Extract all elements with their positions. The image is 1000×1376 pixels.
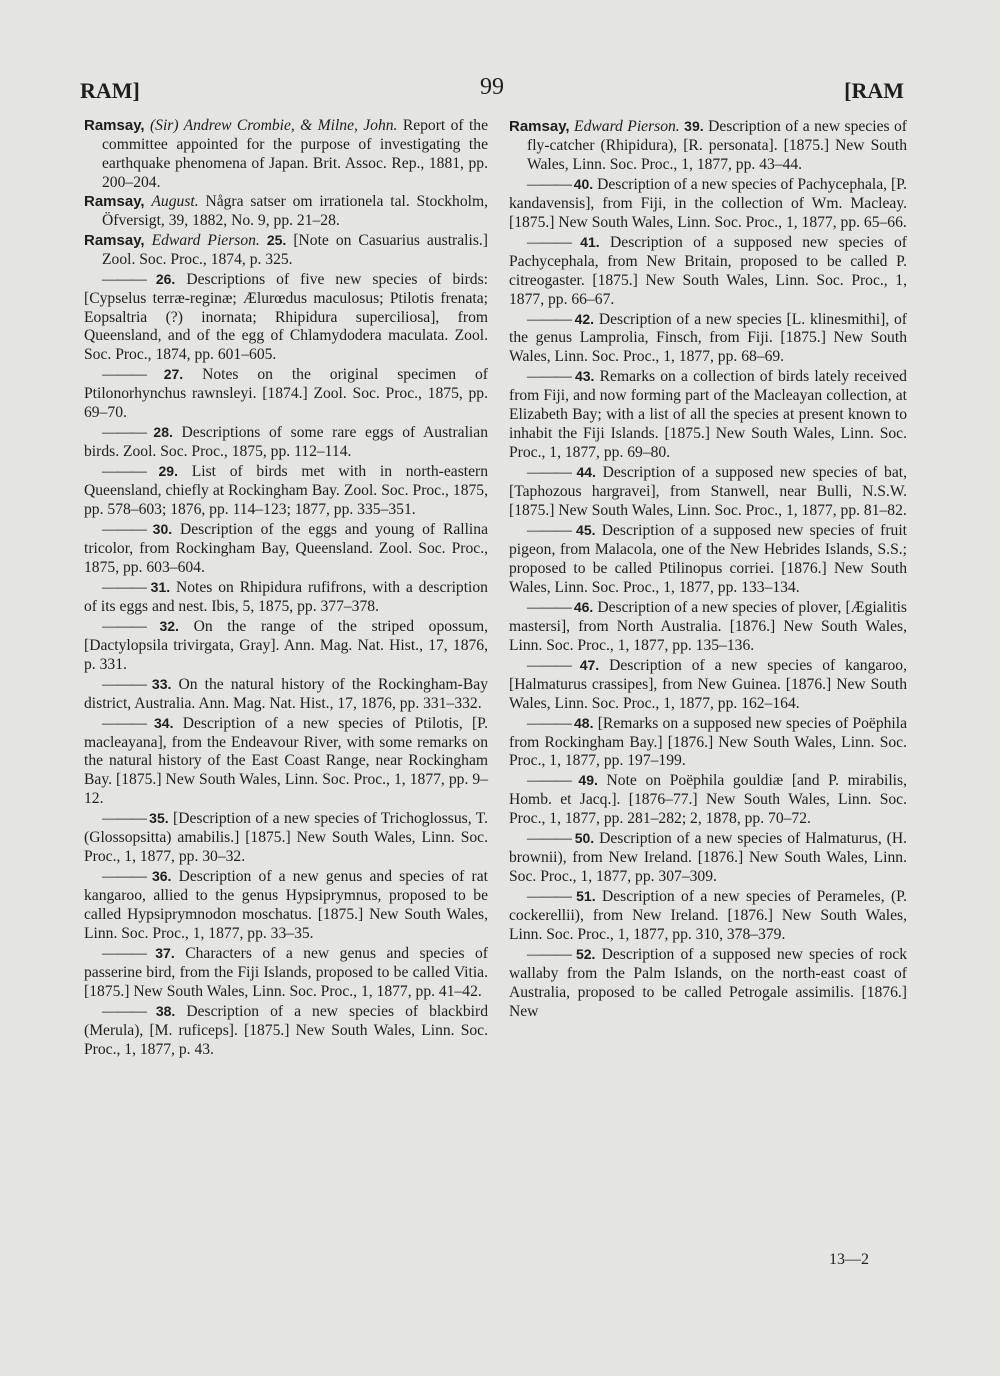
entry-number: 38. bbox=[155, 1002, 176, 1019]
bibliography-entry bbox=[509, 117, 907, 175]
entry-number: 33. bbox=[151, 675, 172, 692]
entry-number: 27. bbox=[163, 366, 184, 383]
right-column bbox=[509, 117, 907, 1022]
running-header bbox=[80, 74, 904, 104]
entry-text: Description of a new species of blackbird (Merula), [M. ruficeps]. [1875.] New South Wales, Linn. Soc. Proc., 1, 1877, p. 43. bbox=[84, 1002, 488, 1058]
entry-text: Description of a new species [L. klinesmithi], of the genus Lamprolia, Finsch, from Fiji. [1875.] New South Wales, Linn. Soc. Proc., 1, 1877, pp. 68–69. bbox=[509, 310, 908, 366]
entry-text: On the range of the striped opossum, [Dactylopsila trivirgata, Gray]. Ann. Mag. Nat. Hist., 17, 1876, p. 331. bbox=[84, 617, 489, 673]
ditto-dash: ——— bbox=[527, 598, 574, 616]
ditto-dash: ——— bbox=[102, 868, 152, 886]
entry-text: Characters of a new genus and species of passerine bird, from the Fiji Islands, proposed to be called Vitia. [1875.] New South Wales, Linn. Soc. Proc., 1, 1877, pp. 41–42. bbox=[84, 944, 489, 1000]
entry-number: 35. bbox=[149, 810, 169, 827]
entry-text: Description of the eggs and young of Rallina tricolor, from Rockingham Bay, Queensland. Zool. Soc. Proc., 1875, pp. 603–604. bbox=[84, 521, 488, 576]
bibliography-entry bbox=[509, 829, 907, 887]
bibliography-entry bbox=[509, 887, 907, 945]
entry-number: 36. bbox=[151, 868, 172, 885]
entry-text: On the natural history of the Rockingham-Bay district, Australia. Ann. Mag. Nat. Hist., 17, 1876, pp. 331–332. bbox=[84, 675, 488, 712]
ditto-dash: ——— bbox=[102, 944, 156, 962]
entry-text: [Note on Casuarius australis.] Zool. Soc. Proc., 1874, p. 325. bbox=[102, 231, 488, 268]
entry-number: 25. bbox=[266, 231, 287, 248]
entry-text: Descriptions of some rare eggs of Australian birds. Zool. Soc. Proc., 1875, pp. 112–114. bbox=[84, 424, 488, 461]
bibliography-entry bbox=[509, 656, 907, 714]
entry-text: Description of a new species of Halmaturus, (H. brownii), from New Ireland. [1876.] New South Wales, Linn. Soc. Proc., 1, 1877, pp. 307–309. bbox=[509, 830, 907, 886]
ditto-dash: ——— bbox=[102, 810, 150, 828]
entry-number: 28. bbox=[153, 424, 173, 441]
entry-number: 47. bbox=[579, 656, 600, 673]
entry-number: 40. bbox=[573, 175, 594, 192]
entry-text: Description of a supposed new species of fruit pigeon, from Malacola, one of the New Hebrides Islands, S.S.; proposed to be called Ptilinopus corriei. [1876.] New South Wales, Linn. Soc. Proc., 1, 1877, pp. 133–134. bbox=[509, 522, 907, 596]
page-number: 99 bbox=[480, 74, 504, 100]
entry-number: 26. bbox=[155, 270, 176, 287]
entry-text: Description of a new species of Ptilotis, [P. macleayana], from the Endeavour River, with some remarks on the natural history of the East Coast Range, near Rockingham Bay. [1875.] New South Wales, Linn. Soc. Proc., 1, 1877, pp. 9–12. bbox=[84, 714, 488, 808]
bibliography-entry bbox=[509, 310, 907, 368]
entry-number: 29. bbox=[158, 463, 178, 480]
entry-text: [Remarks on a supposed new species of Poëphila from Rockingham Bay.] [1876.] New South Wales, Linn. Soc. Proc., 1, 1877, pp. 197–199. bbox=[509, 714, 908, 770]
bibliography-entry bbox=[509, 521, 907, 598]
entry-author-names: August. bbox=[151, 192, 199, 210]
entry-author-names: Edward Pierson. bbox=[574, 118, 680, 135]
ditto-dash: ——— bbox=[102, 521, 153, 539]
ditto-dash: ——— bbox=[527, 772, 579, 790]
entry-text: Notes on the original specimen of Ptilonorhynchus rawnsleyi. [1874.] Zool. Soc. Proc., 1875, pp. 69–70. bbox=[84, 366, 488, 422]
bibliography-entry bbox=[84, 270, 488, 366]
entry-author: Ramsay, bbox=[509, 118, 570, 135]
ditto-dash: ——— bbox=[527, 464, 577, 482]
bibliography-entry bbox=[84, 1002, 488, 1060]
entry-number: 34. bbox=[154, 714, 174, 731]
ditto-dash: ——— bbox=[527, 175, 574, 193]
bibliography-entry bbox=[84, 231, 488, 270]
bibliography-entry bbox=[84, 462, 488, 520]
entry-author-names: (Sir) Andrew Crombie, & Milne, John. bbox=[149, 117, 398, 134]
entry-number: 51. bbox=[576, 888, 596, 905]
entry-text: List of birds met with in north-eastern Queensland, chiefly at Rockingham Bay. Zool. Soc. Proc., 1875, pp. 578–603; 1876, pp. 114–123; 1877, pp. 335–351. bbox=[84, 463, 489, 519]
entry-author: Ramsay, bbox=[84, 192, 145, 210]
entry-text: Några satser om irrationela tal. Stockholm, Öfversigt, 39, 1882, No. 9, pp. 21–28. bbox=[102, 192, 488, 229]
bibliography-entry bbox=[84, 578, 488, 617]
entry-author-names: Edward Pierson. bbox=[151, 231, 260, 249]
entry-text: Remarks on a collection of birds lately received from Fiji, and now forming part of the Macleayan collection, at Elizabeth Bay; with a list of all the species at present known to inhabit the Fiji Islands. [1875.] New South Wales, Linn. Soc. Proc., 1, 1877, pp. 69–80. bbox=[509, 368, 907, 462]
entry-number: 39. bbox=[684, 118, 704, 134]
ditto-dash: ——— bbox=[527, 368, 575, 386]
bibliography-entry bbox=[84, 714, 488, 810]
entry-text: Report of the committee appointed for the purpose of investigating the earthquake phenomena of Japan. Brit. Assoc. Rep., 1881, pp. 200–204. bbox=[102, 117, 488, 191]
left-column bbox=[84, 117, 488, 1060]
ditto-dash: ——— bbox=[527, 714, 575, 732]
entry-text: Description of a new species of fly-catcher (Rhipidura), [R. personata]. [1875.] New South Wales, Linn. Soc. Proc., 1, 1877, pp. 43–44. bbox=[527, 118, 907, 173]
entry-number: 32. bbox=[159, 617, 179, 634]
entry-number: 44. bbox=[576, 464, 596, 481]
entry-number: 41. bbox=[580, 233, 600, 250]
ditto-dash: ——— bbox=[102, 270, 156, 288]
bibliography-entry bbox=[84, 617, 488, 675]
entry-number: 42. bbox=[574, 310, 595, 327]
bibliography-entry bbox=[84, 117, 488, 193]
bibliography-entry bbox=[509, 233, 907, 310]
bibliography-entry bbox=[84, 809, 488, 867]
bibliography-entry bbox=[84, 675, 488, 714]
entry-text: Notes on Rhipidura rufifrons, with a description of its eggs and nest. Ibis, 5, 1875, pp. 377–378. bbox=[84, 578, 488, 615]
entry-text: [Description of a new species of Trichoglossus, T. (Glossopsitta) amabilis.] [1875.] New South Wales, Linn. Soc. Proc., 1, 1877, pp. 30–32. bbox=[84, 810, 488, 866]
entry-text: Description of a supposed new species of rock wallaby from the Palm Islands, on the north-east coast of Australia, proposed to be called Petrogale assimilis. [1876.] New bbox=[509, 945, 908, 1020]
entry-text: Descriptions of five new species of birds: [Cypselus terræ-reginæ; Ælurœdus maculosus; Ptilotis frenata; Eopsaltria (?) inornata; Rhipidura superciliosa], from Queensland, and of the egg of Chlamydodera maculata. Zool. Soc. Proc., 1874, pp. 601–605. bbox=[84, 270, 489, 364]
ditto-dash: ——— bbox=[527, 888, 577, 906]
bibliography-entry bbox=[84, 193, 488, 231]
ditto-dash: ——— bbox=[102, 463, 159, 481]
entry-number: 50. bbox=[574, 830, 595, 847]
entry-text: Description of a new species of Perameles, (P. cockerellii), from New Ireland. [1876.] New South Wales, Linn. Soc. Proc., 1, 1877, pp. 310, 378–379. bbox=[509, 888, 907, 944]
entry-text: Description of a new species of plover, [Ægialitis mastersi], from North Australia. [1876.] New South Wales, Linn. Soc. Proc., 1, 1877, pp. 135–136. bbox=[509, 598, 908, 654]
entry-author: Ramsay, bbox=[84, 117, 145, 134]
ditto-dash: ——— bbox=[102, 424, 154, 442]
entry-number: 49. bbox=[578, 772, 598, 789]
entry-author: Ramsay, bbox=[84, 231, 145, 249]
bibliography-entry bbox=[509, 598, 907, 656]
ditto-dash: ——— bbox=[527, 656, 580, 674]
ditto-dash: ——— bbox=[102, 675, 152, 693]
bibliography-entry bbox=[84, 423, 488, 462]
ditto-dash: ——— bbox=[527, 830, 575, 848]
signature-mark: 13—2 bbox=[829, 1251, 869, 1268]
bibliography-entry bbox=[84, 867, 488, 944]
entry-number: 45. bbox=[576, 522, 596, 539]
entry-text: Description of a new species of Pachycephala, [P. kandavensis], from Fiji, in the collection of Wm. Macleay. [1875.] New South Wales, Linn. Soc. Proc., 1, 1877, pp. 65–66. bbox=[509, 175, 907, 231]
entry-number: 52. bbox=[575, 945, 596, 962]
bibliography-entry bbox=[509, 771, 907, 829]
entry-number: 46. bbox=[573, 598, 594, 615]
ditto-dash: ——— bbox=[527, 522, 577, 540]
entry-number: 31. bbox=[150, 578, 171, 595]
ditto-dash: ——— bbox=[527, 945, 576, 963]
bibliography-entry bbox=[509, 714, 907, 772]
bibliography-entry bbox=[509, 175, 907, 233]
entry-text: Description of a new genus and species of rat kangaroo, allied to the genus Hypsiprymnus, proposed to be called Hypsiprymnodon moschatus. [1875.] New South Wales, Linn. Soc. Proc., 1, 1877, pp. 33–35. bbox=[84, 868, 488, 943]
bibliography-entry bbox=[84, 520, 488, 578]
entry-number: 43. bbox=[574, 368, 595, 385]
bibliography-entry bbox=[509, 463, 907, 521]
entry-text: Note on Poëphila gouldiæ [and P. mirabilis, Homb. et Jacq.]. [1876–77.] New South Wales, Linn. Soc. Proc., 1, 1877, pp. 281–282; 2, 1878, pp. 70–72. bbox=[509, 772, 907, 828]
entry-text: Description of a supposed new species of Pachycephala, from New Britain, proposed to be called P. citreogaster. [1875.] New South Wales, Linn. Soc. Proc., 1, 1877, pp. 66–67. bbox=[509, 233, 907, 308]
ditto-dash: ——— bbox=[527, 310, 575, 328]
entry-text: Description of a new species of kangaroo, [Halmaturus crassipes], from New Guinea. [1876.] New South Wales, Linn. Soc. Proc., 1, 1877, pp. 162–164. bbox=[509, 656, 907, 712]
bibliography-entry bbox=[509, 367, 907, 463]
ditto-dash: ——— bbox=[102, 366, 164, 384]
ditto-dash: ——— bbox=[527, 233, 581, 251]
bibliography-entry bbox=[84, 944, 488, 1002]
header-left: RAM] bbox=[80, 78, 140, 103]
entry-number: 37. bbox=[155, 944, 175, 961]
entry-text: Description of a supposed new species of bat, [Taphozous hargravei], from Stanwell, near Bulli, N.S.W. [1875.] New South Wales, Linn. Soc. Proc., 1, 1877, pp. 81–82. bbox=[509, 464, 908, 520]
bibliography-entry bbox=[84, 365, 488, 423]
entry-number: 30. bbox=[152, 521, 173, 538]
entry-number: 48. bbox=[574, 714, 594, 731]
ditto-dash: ——— bbox=[102, 578, 151, 596]
ditto-dash: ——— bbox=[102, 617, 160, 635]
ditto-dash: ——— bbox=[102, 1002, 156, 1020]
header-right: [RAM bbox=[844, 78, 904, 103]
ditto-dash: ——— bbox=[102, 714, 154, 732]
bibliography-entry bbox=[509, 945, 907, 1022]
